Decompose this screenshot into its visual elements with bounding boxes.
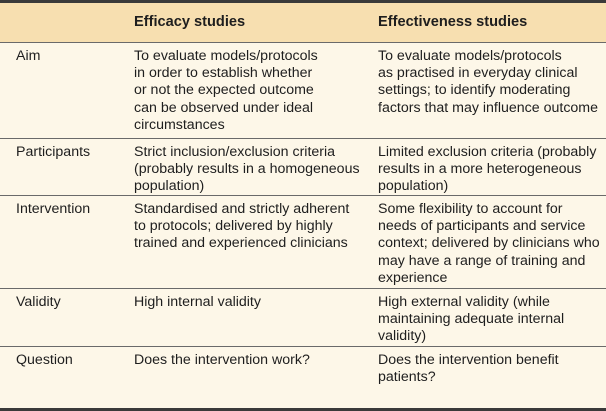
header-cell-efficacy: Efficacy studies — [134, 13, 246, 30]
effectiveness-cell-question: Does the intervention benefit patients? — [378, 352, 559, 386]
efficacy-cell-aim: To evaluate models/protocols in order to establish whether or not the expected outcome can be observed under ideal circumstances — [134, 48, 318, 133]
row-label-question: Question — [16, 352, 73, 368]
header-cell-effectiveness: Effectiveness studies — [378, 13, 528, 30]
row-label-intervention: Intervention — [16, 201, 91, 217]
effectiveness-cell-participants: Limited exclusion criteria (probably results in a more heterogeneous population) — [378, 144, 597, 195]
efficacy-cell-intervention: Standardised and strictly adherent to protocols; delivered by highly trained and experienced clinicians — [134, 201, 350, 252]
table-header-row — [0, 3, 606, 43]
table-row-validity — [0, 289, 606, 347]
row-label-validity: Validity — [16, 294, 61, 310]
efficacy-cell-validity: High internal validity — [134, 294, 261, 310]
effectiveness-cell-intervention: Some flexibility to account for needs of participants and service context; delivered by clinicians who may have a range of training and experience — [378, 201, 600, 286]
effectiveness-cell-validity: High external validity (while maintaining adequate internal validity) — [378, 294, 565, 345]
row-label-participants: Participants — [16, 144, 91, 160]
table-row-participants — [0, 139, 606, 196]
table-row-question — [0, 347, 606, 411]
row-label-aim: Aim — [16, 48, 41, 64]
table-row-intervention — [0, 196, 606, 289]
efficacy-cell-question: Does the intervention work? — [134, 352, 310, 368]
effectiveness-cell-aim: To evaluate models/protocols as practised in everyday clinical settings; to identify moderating factors that may influence outcome — [378, 48, 599, 116]
table-row-aim — [0, 43, 606, 139]
efficacy-cell-participants: Strict inclusion/exclusion criteria (probably results in a homogeneous population) — [134, 144, 360, 195]
